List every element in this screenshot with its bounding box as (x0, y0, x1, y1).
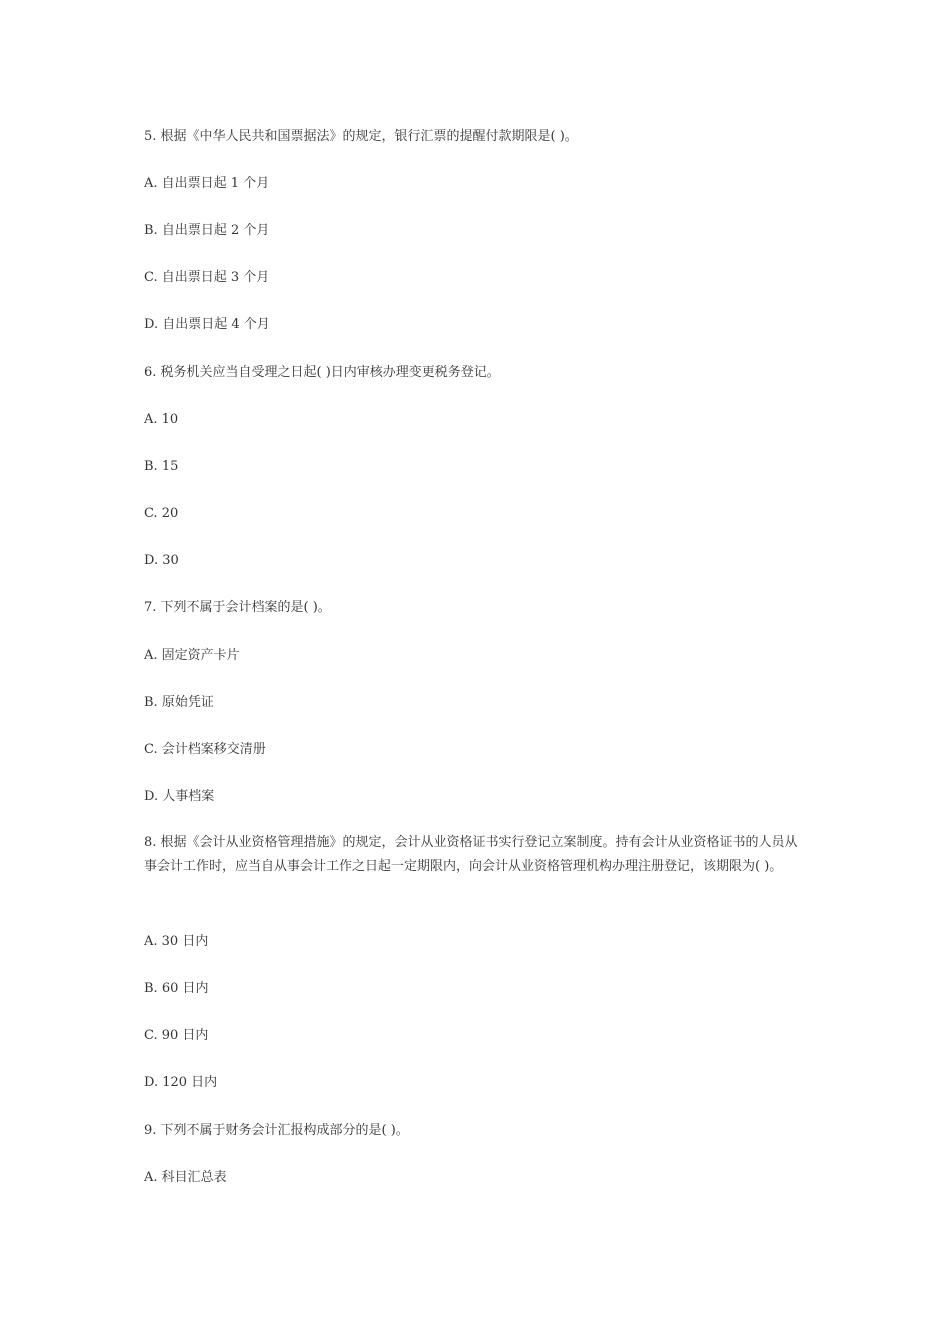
question-6-option-c: C. 20 (144, 506, 179, 521)
question-5-option-c: C. 自出票日起 3 个月 (144, 270, 270, 285)
question-7-option-d: D. 人事档案 (144, 789, 215, 804)
question-5-option-b: B. 自出票日起 2 个月 (144, 223, 270, 238)
question-6-option-b: B. 15 (144, 459, 179, 474)
question-8-option-b: B. 60 日内 (144, 981, 209, 996)
question-9-option-a: A. 科目汇总表 (144, 1170, 227, 1185)
question-8-stem: 8. 根据《会计从业资格管理措施》的规定，会计从业资格证书实行登记立案制度。持有会计从业资格证书的人员从事会计工作时，应当自从事会计工作之日起一定期限内，向会计从业资格管理机构办理注册登记，该期限为( )。 (144, 835, 798, 874)
question-6-option-d: D. 30 (144, 553, 179, 568)
question-9-stem: 9. 下列不属于财务会计汇报构成部分的是( )。 (144, 1123, 409, 1138)
question-8-option-a: A. 30 日内 (144, 934, 209, 949)
question-5-option-d: D. 自出票日起 4 个月 (144, 317, 270, 332)
question-7-option-c: C. 会计档案移交清册 (144, 742, 266, 757)
question-6-stem: 6. 税务机关应当自受理之日起( )日内审核办理变更税务登记。 (144, 365, 500, 380)
question-8-option-d: D. 120 日内 (144, 1075, 218, 1090)
question-5-option-a: A. 自出票日起 1 个月 (144, 176, 270, 191)
question-7-stem: 7. 下列不属于会计档案的是( )。 (144, 600, 331, 615)
question-8-option-c: C. 90 日内 (144, 1028, 209, 1043)
question-7-option-b: B. 原始凭证 (144, 695, 214, 710)
question-7-option-a: A. 固定资产卡片 (144, 648, 240, 663)
question-5-stem: 5. 根据《中华人民共和国票据法》的规定，银行汇票的提醒付款期限是( )。 (144, 129, 578, 144)
question-6-option-a: A. 10 (144, 412, 179, 427)
